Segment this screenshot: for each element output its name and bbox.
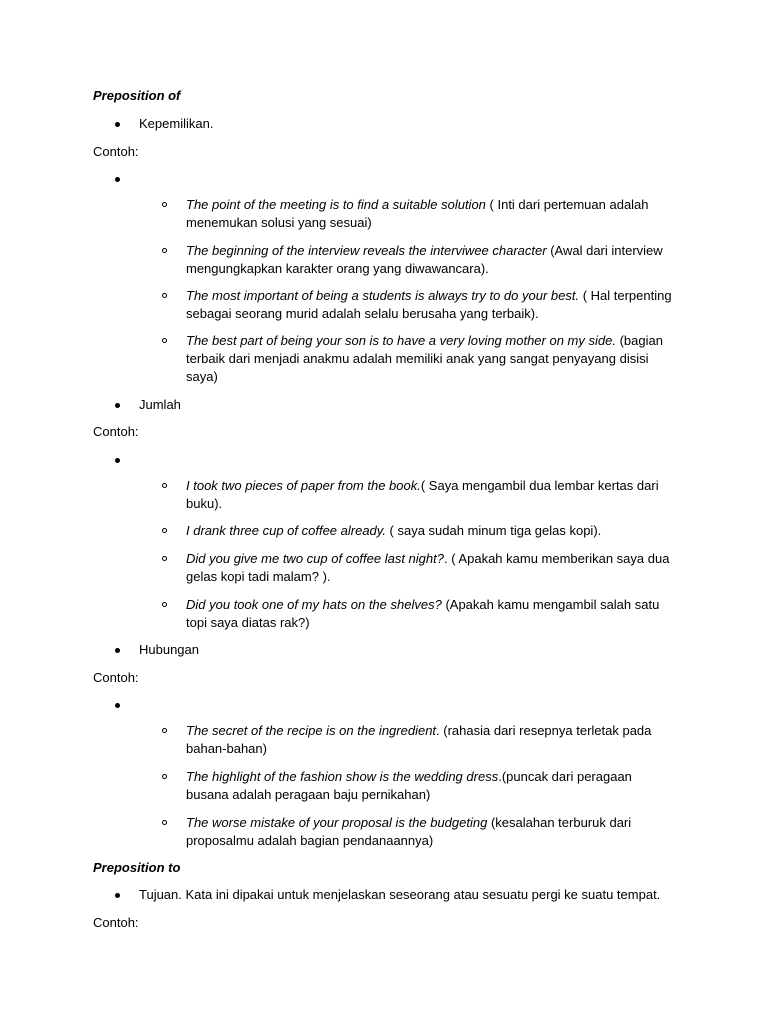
section-heading-preposition-to: Preposition to xyxy=(93,860,181,875)
example-english: I took two pieces of paper from the book. xyxy=(186,478,421,493)
example-text xyxy=(186,768,678,804)
example-translation: ( Inti dari pertemuan adalah menemukan solusi yang sesuai) xyxy=(186,197,649,230)
circle-bullet-icon xyxy=(162,602,167,607)
example-translation: (Awal dari interview mengungkapkan karakter orang yang diwawancara). xyxy=(186,243,663,276)
bullet-dot-icon xyxy=(115,458,120,463)
contoh-label: Contoh: xyxy=(93,424,139,439)
example-translation: ( Saya mengambil dua lembar kertas dari buku). xyxy=(186,478,659,511)
bullet-dot-icon xyxy=(115,122,120,127)
bullet-dot-icon xyxy=(115,893,120,898)
example-english: The most important of being a students is always try to do your best. xyxy=(186,288,580,303)
example-text xyxy=(186,242,678,278)
example-english: Did you took one of my hats on the shelves? xyxy=(186,597,442,612)
example-translation: (bagian terbaik dari menjadi anakmu adalah memiliki anak yang sangat penyayang disisi saya) xyxy=(186,333,663,384)
example-text xyxy=(186,332,678,386)
bullet-label: Jumlah xyxy=(139,397,181,412)
example-translation: ( Hal terpenting sebagai seorang murid adalah selalu berusaha yang terbaik). xyxy=(186,288,672,321)
circle-bullet-icon xyxy=(162,820,167,825)
example-text xyxy=(186,196,678,232)
circle-bullet-icon xyxy=(162,774,167,779)
example-translation: . ( Apakah kamu memberikan saya dua gelas kopi tadi malam? ). xyxy=(186,551,670,584)
bullet-label: Tujuan. Kata ini dipakai untuk menjelaskan seseorang atau sesuatu pergi ke suatu tempat. xyxy=(139,887,661,902)
example-text xyxy=(186,477,678,513)
example-english: The highlight of the fashion show is the wedding dress xyxy=(186,769,499,784)
circle-bullet-icon xyxy=(162,293,167,298)
circle-bullet-icon xyxy=(162,202,167,207)
circle-bullet-icon xyxy=(162,528,167,533)
circle-bullet-icon xyxy=(162,338,167,343)
example-text xyxy=(186,287,678,323)
contoh-label: Contoh: xyxy=(93,670,139,685)
example-translation: (kesalahan terburuk dari proposalmu adalah bagian pendanaannya) xyxy=(186,815,632,848)
bullet-dot-icon xyxy=(115,403,120,408)
bullet-dot-icon xyxy=(115,703,120,708)
circle-bullet-icon xyxy=(162,556,167,561)
bullet-dot-icon xyxy=(115,648,120,653)
example-text xyxy=(186,722,678,758)
bullet-label: Hubungan xyxy=(139,642,199,657)
example-english: The point of the meeting is to find a suitable solution xyxy=(186,197,486,212)
example-english: The worse mistake of your proposal is the budgeting xyxy=(186,815,488,830)
example-text xyxy=(186,596,678,632)
circle-bullet-icon xyxy=(162,728,167,733)
example-english: Did you give me two cup of coffee last night? xyxy=(186,551,444,566)
circle-bullet-icon xyxy=(162,483,167,488)
example-english: The best part of being your son is to have a very loving mother on my side. xyxy=(186,333,616,348)
example-text xyxy=(186,550,678,586)
circle-bullet-icon xyxy=(162,248,167,253)
example-english: The beginning of the interview reveals the interviwee character xyxy=(186,243,547,258)
bullet-label: Kepemilikan. xyxy=(139,116,214,131)
example-text xyxy=(186,814,678,850)
contoh-label: Contoh: xyxy=(93,915,139,930)
section-heading-preposition-of: Preposition of xyxy=(93,88,181,103)
example-translation: ( saya sudah minum tiga gelas kopi). xyxy=(385,523,602,538)
example-text xyxy=(186,522,678,540)
bullet-dot-icon xyxy=(115,177,120,182)
example-translation: (Apakah kamu mengambil salah satu topi saya diatas rak?) xyxy=(186,597,660,630)
example-translation: . (rahasia dari resepnya terletak pada bahan-bahan) xyxy=(186,723,652,756)
contoh-label: Contoh: xyxy=(93,144,139,159)
example-english: The secret of the recipe is on the ingredient xyxy=(186,723,437,738)
example-english: I drank three cup of coffee already. xyxy=(186,523,386,538)
example-translation: .(puncak dari peragaan busana adalah peragaan baju pernikahan) xyxy=(186,769,632,802)
